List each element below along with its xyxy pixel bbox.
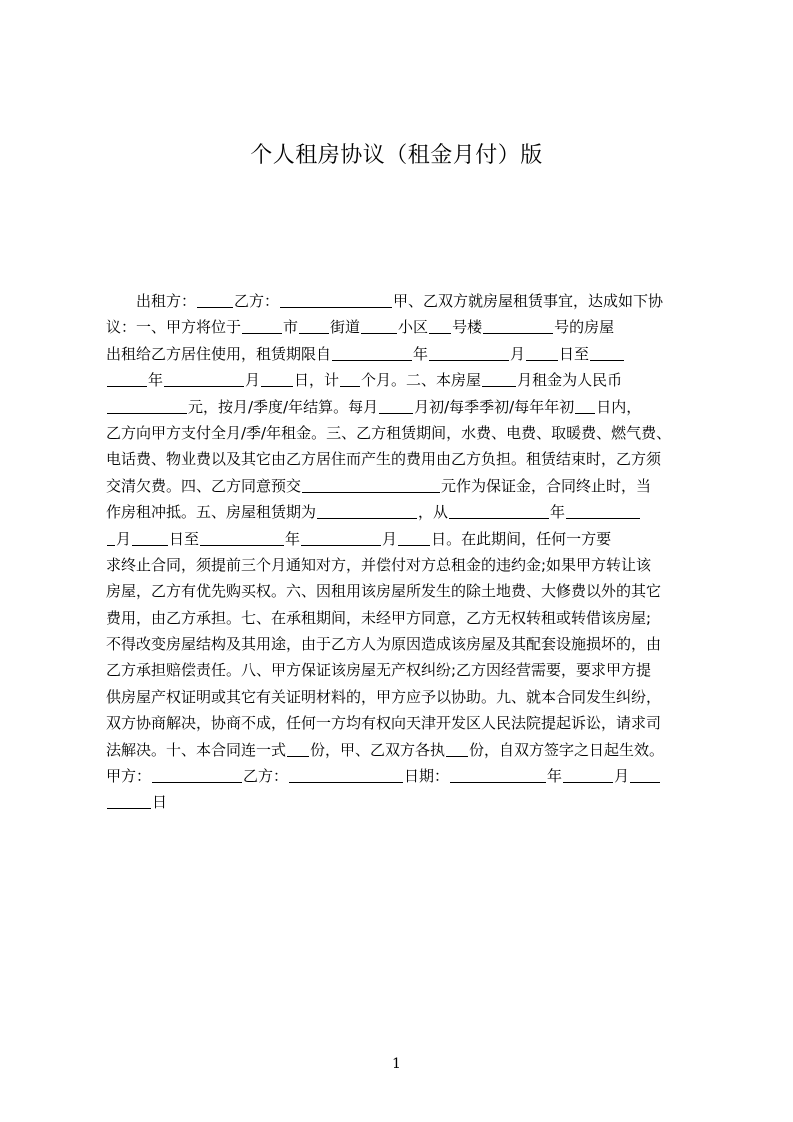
blank-field[interactable] — [563, 767, 613, 783]
text-segment: 议：一、甲方将位于 — [106, 318, 242, 337]
blank-field[interactable] — [301, 530, 381, 546]
blank-field[interactable] — [107, 530, 115, 546]
blank-field[interactable] — [302, 477, 440, 493]
blank-field[interactable] — [450, 767, 546, 783]
text-segment: 甲方： — [106, 767, 152, 786]
text-segment: 供房屋产权证明或其它有关证明材料的，甲方应予以协助。九、就本合同发生纠纷， — [106, 687, 662, 706]
blank-field[interactable] — [261, 371, 293, 387]
blank-field[interactable] — [630, 767, 660, 783]
body-line-5 — [106, 394, 696, 420]
text-segment: 日至 — [169, 529, 200, 548]
blank-field[interactable] — [398, 530, 430, 546]
text-segment: 甲、乙双方就房屋租赁事宜，达成如下协 — [393, 292, 664, 310]
text-segment: 个月。二、本房屋 — [361, 371, 482, 390]
text-segment: 年 — [413, 344, 429, 363]
blank-field[interactable] — [483, 318, 553, 334]
text-segment: 乙方： — [234, 292, 280, 310]
text-segment: 号的房屋 — [554, 318, 615, 337]
blank-field[interactable] — [449, 503, 549, 519]
text-segment: 小区 — [398, 318, 429, 337]
body-line-18 — [106, 737, 696, 763]
text-segment: 年 — [285, 529, 301, 548]
blank-field[interactable] — [379, 398, 413, 414]
blank-field[interactable] — [340, 371, 360, 387]
agreement-body — [106, 288, 696, 816]
text-segment: ，从 — [418, 503, 449, 522]
blank-field[interactable] — [107, 371, 147, 387]
text-segment: 月初/每季季初/每年年初 — [414, 397, 575, 416]
text-segment: 年 — [148, 371, 164, 390]
blank-field[interactable] — [446, 741, 468, 757]
body-line-13 — [106, 605, 696, 631]
body-line-1 — [106, 288, 696, 314]
text-segment: 份，甲、乙双方各执 — [310, 740, 446, 759]
text-segment: 出租给乙方居住使用，租赁期限自 — [106, 344, 332, 363]
body-line-15 — [106, 657, 696, 683]
text-segment: 元，按月/季度/年结算。每月 — [188, 397, 379, 416]
body-line-20 — [106, 789, 696, 815]
blank-field[interactable] — [575, 398, 595, 414]
blank-field[interactable] — [132, 530, 168, 546]
body-line-3 — [106, 341, 696, 367]
body-line-8 — [106, 473, 696, 499]
text-segment: 交清欠费。四、乙方同意预交 — [106, 476, 302, 495]
blank-field[interactable] — [164, 371, 244, 387]
text-segment: 出租方： — [136, 292, 197, 310]
blank-field[interactable] — [317, 503, 417, 519]
blank-field[interactable] — [107, 398, 187, 414]
blank-field[interactable] — [299, 318, 329, 334]
blank-field[interactable] — [242, 318, 282, 334]
blank-field[interactable] — [280, 292, 392, 308]
text-segment: 乙方： — [243, 767, 289, 786]
text-segment: 双方协商解决，协商不成，任何一方均有权向天津开发区人民法院提起诉讼，请求司 — [106, 714, 662, 733]
text-segment: 年 — [547, 767, 563, 786]
text-segment: 费用，由乙方承担。七、在承租期间，未经甲方同意，乙方无权转租或转借该房屋; — [106, 608, 652, 627]
text-segment: 日。在此期间，任何一方要 — [431, 529, 612, 548]
text-segment: 求终止合同，须提前三个月通知对方，并偿付对方总租金的违约金;如果甲方转让该 — [106, 555, 652, 574]
text-segment: 房屋，乙方有优先购买权。六、因租用该房屋所发生的除土地费、大修费以外的其它 — [106, 582, 662, 601]
body-line-16 — [106, 684, 696, 710]
blank-field[interactable] — [287, 741, 309, 757]
text-segment: 市 — [283, 318, 299, 337]
text-segment: 日内， — [596, 397, 642, 416]
body-line-9 — [106, 499, 696, 525]
body-line-14 — [106, 631, 696, 657]
blank-field[interactable] — [197, 292, 233, 308]
blank-field[interactable] — [590, 345, 624, 361]
blank-field[interactable] — [526, 345, 558, 361]
blank-field[interactable] — [429, 345, 509, 361]
text-segment: 月 — [614, 767, 630, 786]
blank-field[interactable] — [107, 793, 151, 809]
text-segment: 电话费、物业费以及其它由乙方居住而产生的费用由乙方负担。租赁结束时，乙方须 — [106, 450, 662, 469]
text-segment: 月 — [116, 529, 132, 548]
text-segment: 日，计 — [294, 371, 340, 390]
body-line-12 — [106, 578, 696, 604]
text-segment: 街道 — [330, 318, 361, 337]
blank-field[interactable] — [289, 767, 403, 783]
text-segment: 日期： — [404, 767, 450, 786]
body-line-7 — [106, 446, 696, 472]
blank-field[interactable] — [200, 530, 284, 546]
body-line-6 — [106, 420, 696, 446]
text-segment: 日至 — [559, 344, 590, 363]
text-segment: 作房租冲抵。五、房屋租赁期为 — [106, 503, 317, 522]
text-segment: 月 — [382, 529, 398, 548]
blank-field[interactable] — [566, 503, 640, 519]
body-line-19 — [106, 763, 696, 789]
body-line-17 — [106, 710, 696, 736]
text-segment: 日 — [152, 793, 168, 812]
body-line-4 — [106, 367, 696, 393]
blank-field[interactable] — [361, 318, 397, 334]
page-number: 1 — [392, 1056, 401, 1072]
text-segment: 乙方承担赔偿责任。八、甲方保证该房屋无产权纠纷;乙方因经营需要，要求甲方提 — [106, 661, 652, 680]
body-line-10 — [106, 526, 696, 552]
text-segment: 年 — [550, 503, 566, 522]
text-segment: 元作为保证金，合同终止时，当 — [441, 476, 652, 495]
text-segment: 不得改变房屋结构及其用途，由于乙方人为原因造成该房屋及其配套设施损坏的，由 — [106, 635, 662, 654]
text-segment: 份，自双方签字之日起生效。 — [469, 740, 665, 759]
text-segment: 月租金为人民币 — [517, 371, 623, 390]
text-segment: 乙方向甲方支付全月/季/年租金。三、乙方租赁期间，水费、电费、取暖费、燃气费、 — [106, 423, 672, 442]
blank-field[interactable] — [152, 767, 242, 783]
text-segment: 月 — [245, 371, 261, 390]
text-segment: 号楼 — [452, 318, 483, 337]
blank-field[interactable] — [429, 318, 451, 334]
blank-field[interactable] — [332, 345, 412, 361]
text-segment: 法解决。十、本合同连一式 — [106, 740, 287, 759]
body-line-11 — [106, 552, 696, 578]
document-title: 个人租房协议（租金月付）版 — [250, 143, 543, 168]
body-line-2 — [106, 314, 696, 340]
text-segment: 月 — [510, 344, 526, 363]
blank-field[interactable] — [482, 371, 516, 387]
